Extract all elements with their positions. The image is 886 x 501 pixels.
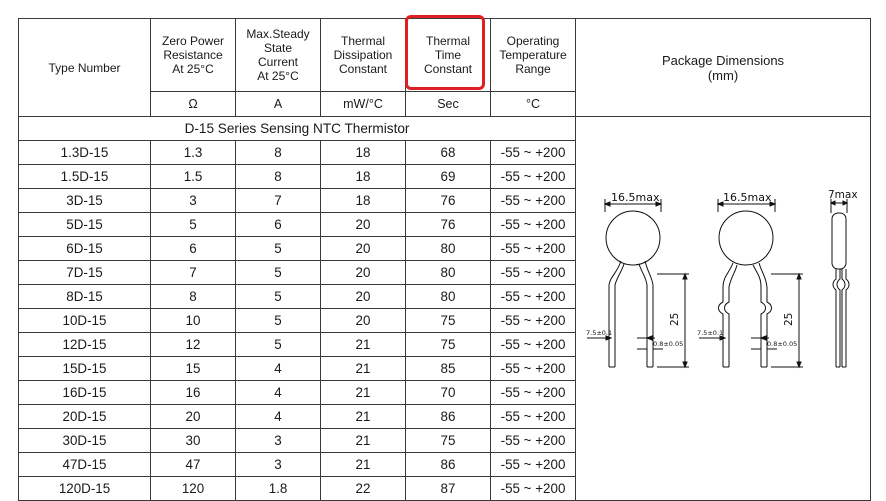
type-number-cell: 5D-15 [19,213,151,237]
resistance-cell: 30 [151,429,236,453]
time-constant-cell: 85 [406,357,491,381]
resistance-cell: 3 [151,189,236,213]
unit-time-constant: Sec [406,92,491,117]
lead-length-label-middle: 25 [783,312,795,326]
current-cell: 5 [236,285,321,309]
dissipation-cell: 18 [321,141,406,165]
time-constant-cell: 75 [406,429,491,453]
type-number-cell: 16D-15 [19,381,151,405]
current-cell: 5 [236,237,321,261]
time-constant-cell: 69 [406,165,491,189]
current-cell: 4 [236,405,321,429]
dissipation-cell: 20 [321,237,406,261]
temperature-cell: -55 ~ +200 [491,189,576,213]
temperature-cell: -55 ~ +200 [491,213,576,237]
type-number-cell: 8D-15 [19,285,151,309]
header-resistance: Zero Power Resistance At 25°C [151,19,236,92]
resistance-cell: 47 [151,453,236,477]
current-cell: 6 [236,213,321,237]
time-constant-cell: 75 [406,333,491,357]
type-number-cell: 1.5D-15 [19,165,151,189]
temperature-cell: -55 ~ +200 [491,165,576,189]
temperature-cell: -55 ~ +200 [491,357,576,381]
temperature-cell: -55 ~ +200 [491,333,576,357]
resistance-cell: 6 [151,237,236,261]
time-constant-cell: 76 [406,189,491,213]
dissipation-cell: 21 [321,405,406,429]
time-constant-cell: 75 [406,309,491,333]
dissipation-cell: 22 [321,477,406,501]
type-number-cell: 6D-15 [19,237,151,261]
current-cell: 4 [236,357,321,381]
resistance-cell: 1.5 [151,165,236,189]
unit-current: A [236,92,321,117]
lead-length-label-left: 25 [669,312,681,326]
dissipation-cell: 18 [321,189,406,213]
current-cell: 1.8 [236,477,321,501]
header-temperature: Operating Temperature Range [491,19,576,92]
temperature-cell: -55 ~ +200 [491,429,576,453]
current-cell: 5 [236,309,321,333]
current-cell: 8 [236,165,321,189]
time-constant-cell: 86 [406,453,491,477]
temperature-cell: -55 ~ +200 [491,405,576,429]
lead-spacing-label-middle: 7.5±0.1 [697,329,724,337]
lead-spacing-label-left: 7.5±0.1 [586,329,613,337]
resistance-cell: 120 [151,477,236,501]
resistance-cell: 7 [151,261,236,285]
dissipation-cell: 20 [321,213,406,237]
current-cell: 5 [236,333,321,357]
temperature-cell: -55 ~ +200 [491,141,576,165]
dissipation-cell: 21 [321,381,406,405]
resistance-cell: 16 [151,381,236,405]
current-cell: 3 [236,453,321,477]
resistance-cell: 15 [151,357,236,381]
time-constant-cell: 70 [406,381,491,405]
time-constant-cell: 80 [406,237,491,261]
dissipation-cell: 21 [321,357,406,381]
type-number-cell: 12D-15 [19,333,151,357]
temperature-cell: -55 ~ +200 [491,453,576,477]
dissipation-cell: 20 [321,285,406,309]
temperature-cell: -55 ~ +200 [491,477,576,501]
type-number-cell: 3D-15 [19,189,151,213]
resistance-cell: 5 [151,213,236,237]
time-constant-cell: 68 [406,141,491,165]
dissipation-cell: 21 [321,333,406,357]
current-cell: 3 [236,429,321,453]
type-number-cell: 120D-15 [19,477,151,501]
resistance-cell: 10 [151,309,236,333]
thermistor-spec-table [18,18,871,501]
thickness-label: 7max [828,189,858,201]
temperature-cell: -55 ~ +200 [491,309,576,333]
dissipation-cell: 21 [321,429,406,453]
dissipation-cell: 20 [321,261,406,285]
current-cell: 7 [236,189,321,213]
header-type-number: Type Number [19,19,151,117]
unit-dissipation: mW/°C [321,92,406,117]
diameter-label-left: 16.5max [611,191,660,204]
lead-diameter-label-left: 0.8±0.05 [653,340,684,348]
highlight-box [405,15,485,90]
type-number-cell: 1.3D-15 [19,141,151,165]
package-drawing-cell [576,117,871,501]
dissipation-cell: 20 [321,309,406,333]
header-time-constant: Thermal Time Constant [406,19,491,92]
series-title: D-15 Series Sensing NTC Thermistor [19,117,576,141]
type-number-cell: 47D-15 [19,453,151,477]
current-cell: 4 [236,381,321,405]
header-current: Max.Steady State Current At 25°C [236,19,321,92]
lead-diameter-label-middle: 0.8±0.05 [767,340,798,348]
temperature-cell: -55 ~ +200 [491,381,576,405]
resistance-cell: 1.3 [151,141,236,165]
header-package: Package Dimensions (mm) [576,19,871,117]
type-number-cell: 10D-15 [19,309,151,333]
current-cell: 5 [236,261,321,285]
temperature-cell: -55 ~ +200 [491,237,576,261]
type-number-cell: 20D-15 [19,405,151,429]
resistance-cell: 20 [151,405,236,429]
header-dissipation: Thermal Dissipation Constant [321,19,406,92]
time-constant-cell: 80 [406,285,491,309]
time-constant-cell: 76 [406,213,491,237]
unit-resistance: Ω [151,92,236,117]
resistance-cell: 8 [151,285,236,309]
package-dimension-drawing [577,127,869,487]
time-constant-cell: 87 [406,477,491,501]
type-number-cell: 15D-15 [19,357,151,381]
diameter-label-middle: 16.5max [723,191,772,204]
time-constant-cell: 86 [406,405,491,429]
dissipation-cell: 21 [321,453,406,477]
resistance-cell: 12 [151,333,236,357]
type-number-cell: 30D-15 [19,429,151,453]
temperature-cell: -55 ~ +200 [491,285,576,309]
temperature-cell: -55 ~ +200 [491,261,576,285]
unit-temperature: °C [491,92,576,117]
dissipation-cell: 18 [321,165,406,189]
time-constant-cell: 80 [406,261,491,285]
current-cell: 8 [236,141,321,165]
type-number-cell: 7D-15 [19,261,151,285]
